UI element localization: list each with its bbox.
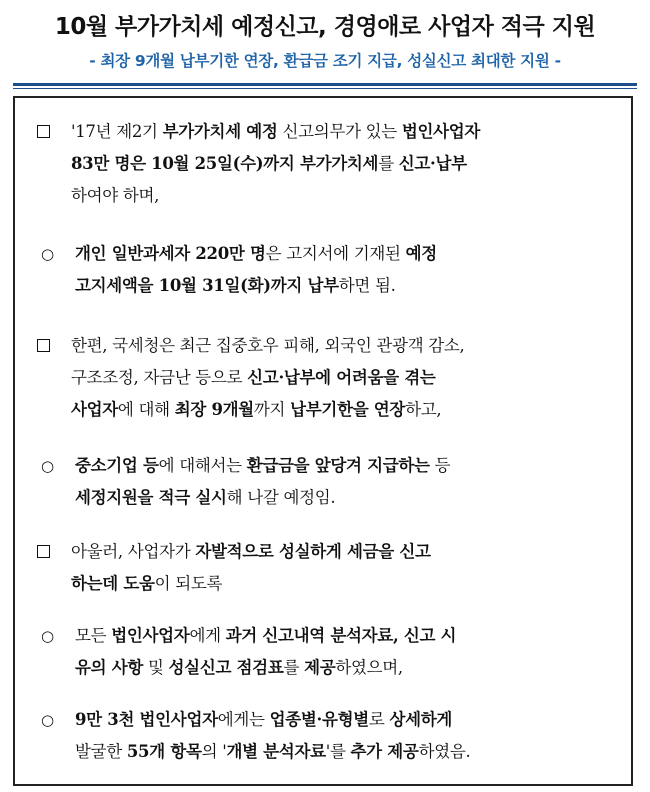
paragraph-line xyxy=(37,148,480,180)
paragraph-line xyxy=(37,620,456,652)
paragraph-line xyxy=(37,450,450,482)
emphasis-text: 중소기업 등 xyxy=(75,456,159,475)
emphasis-text: 고지세액을 10월 31일(화)까지 납부 xyxy=(75,276,339,295)
square-bullet-box xyxy=(37,125,50,138)
circle-bullet-icon: ○ xyxy=(41,457,54,475)
body-text: 에 대해 xyxy=(117,400,175,419)
body-text: 에 대해서는 xyxy=(158,456,247,475)
paragraph-line xyxy=(37,180,480,212)
body-text: 에게 xyxy=(189,626,226,645)
body-text: '를 xyxy=(325,742,351,761)
header-rule-thick xyxy=(13,83,637,86)
square-bullet-box xyxy=(37,545,50,558)
emphasis-text: 하는데 도움 xyxy=(71,574,155,593)
body-text: 구조조정, 자금난 등으로 xyxy=(71,368,248,387)
document-header xyxy=(0,0,650,71)
paragraph-line xyxy=(37,704,470,736)
square-bullet-icon xyxy=(37,330,65,362)
emphasis-text: 과거 신고내역 분석자료, 신고 시 xyxy=(225,626,457,645)
paragraph-line xyxy=(37,536,431,568)
emphasis-text: 자발적으로 성실하게 세금을 신고 xyxy=(195,542,431,561)
body-text: '17년 제2기 xyxy=(71,122,163,141)
emphasis-text: 55개 항목 xyxy=(126,742,202,761)
body-text: 신고의무가 있는 xyxy=(277,122,402,141)
paragraph-7 xyxy=(37,704,470,768)
paragraph-line xyxy=(37,482,450,514)
square-bullet-icon xyxy=(37,536,65,568)
emphasis-text: 제공 xyxy=(304,658,336,677)
body-text: 를 xyxy=(283,658,305,677)
circle-bullet-icon: ○ xyxy=(41,711,54,729)
emphasis-text: 추가 제공 xyxy=(350,742,419,761)
body-text: 로 xyxy=(368,710,390,729)
body-text: 한편, 국세청은 최근 집중호우 피해, 외국인 관광객 감소, xyxy=(71,336,465,355)
body-text: 하였으며, xyxy=(335,658,403,677)
emphasis-text: 최장 9개월 xyxy=(174,400,254,419)
square-bullet-box xyxy=(37,339,50,352)
emphasis-text: 납부기한을 연장 xyxy=(290,400,406,419)
body-text: 아울러, 사업자가 xyxy=(71,542,196,561)
paragraph-4 xyxy=(37,450,450,514)
body-text: 및 xyxy=(143,658,169,677)
body-text: 모든 xyxy=(75,626,112,645)
emphasis-text: 9만 3천 법인사업자 xyxy=(75,710,218,729)
emphasis-text: 개인 일반과세자 220만 명 xyxy=(75,244,266,263)
emphasis-text: 세정지원을 적극 실시 xyxy=(75,488,227,507)
emphasis-text: 환급금을 앞당겨 지급하는 xyxy=(246,456,430,475)
emphasis-text: 성실신고 점검표 xyxy=(168,658,284,677)
body-text: 에게는 xyxy=(217,710,270,729)
paragraph-2 xyxy=(37,238,437,302)
emphasis-text: 상세하게 xyxy=(389,710,453,729)
paragraph-line xyxy=(37,238,437,270)
body-text: 하였음. xyxy=(418,742,471,761)
emphasis-text: 부가가치세 예정 xyxy=(162,122,278,141)
emphasis-text: 신고·납부에 어려움을 겪는 xyxy=(247,368,436,387)
emphasis-text: 예정 xyxy=(405,244,437,263)
emphasis-text: 신고·납부 xyxy=(398,154,467,173)
emphasis-text: 법인사업자 xyxy=(401,122,481,141)
body-text: 하고, xyxy=(405,400,442,419)
square-bullet-icon xyxy=(37,116,65,148)
body-text: 등 xyxy=(429,456,451,475)
paragraph-line xyxy=(37,652,456,684)
document-title: 10월 부가가치세 예정신고, 경영애로 사업자 적극 지원 xyxy=(54,14,596,40)
circle-bullet-icon: ○ xyxy=(41,245,54,263)
emphasis-text: 업종별·유형별 xyxy=(269,710,369,729)
body-text: 를 xyxy=(378,154,399,173)
body-text: 발굴한 xyxy=(75,742,127,761)
body-text: 하면 됨. xyxy=(338,276,396,295)
paragraph-line xyxy=(37,116,480,148)
emphasis-text: 사업자 xyxy=(71,400,118,419)
paragraph-line xyxy=(37,330,465,362)
body-text: 은 고지서에 기재된 xyxy=(265,244,406,263)
body-text: 까지 xyxy=(253,400,291,419)
body-text: 하여야 하며, xyxy=(71,186,160,205)
paragraph-line xyxy=(37,394,465,426)
emphasis-text: 개별 분석자료 xyxy=(226,742,326,761)
paragraph-line xyxy=(37,362,465,394)
emphasis-text: 83만 명은 10월 25일(수)까지 부가가치세 xyxy=(71,154,379,173)
emphasis-text: 유의 사항 xyxy=(75,658,144,677)
circle-bullet-icon: ○ xyxy=(41,627,54,645)
body-text: 이 되도록 xyxy=(154,574,223,593)
paragraph-3 xyxy=(37,330,465,426)
document-subtitle: - 최장 9개월 납부기한 연장, 환급금 조기 지급, 성실신고 최대한 지원 - xyxy=(89,52,561,70)
body-text: 의 ' xyxy=(201,742,227,761)
paragraph-1 xyxy=(37,116,480,212)
header-rule-thin xyxy=(13,88,637,89)
paragraph-5 xyxy=(37,536,431,600)
paragraph-line xyxy=(37,568,431,600)
paragraph-6 xyxy=(37,620,456,684)
paragraph-line xyxy=(37,736,470,768)
paragraph-line xyxy=(37,270,437,302)
content-box xyxy=(13,96,633,786)
emphasis-text: 법인사업자 xyxy=(111,626,190,645)
body-text: 해 나갈 예정임. xyxy=(226,488,336,507)
